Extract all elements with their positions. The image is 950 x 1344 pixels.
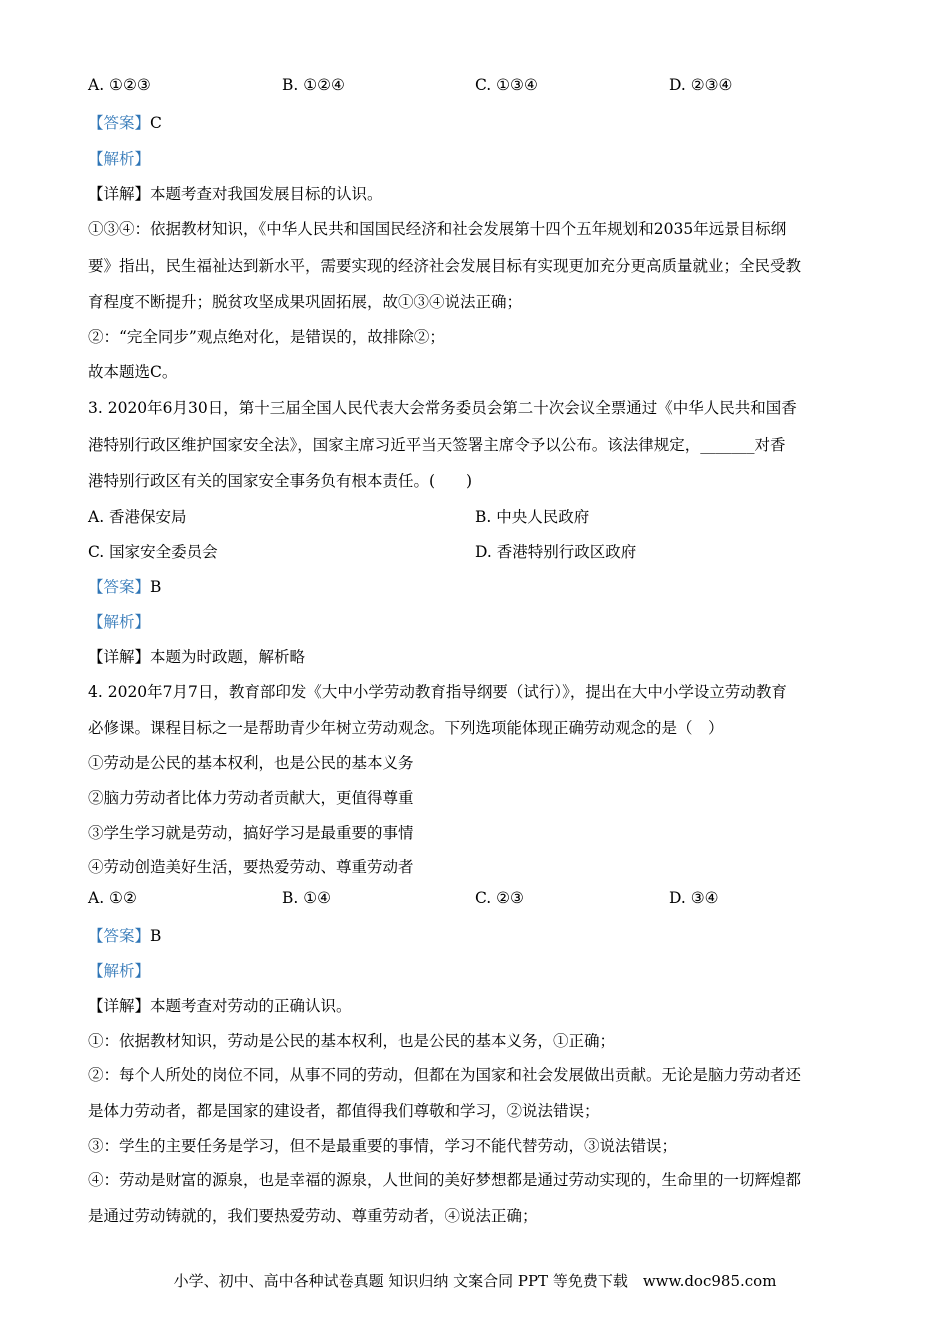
- q3-option-a: A. 香港保安局: [88, 508, 187, 526]
- q2-explanation-line: 要》指出，民生福祉达到新水平，需要实现的经济社会发展目标有实现更加充分更高质量就业；全民受教: [88, 257, 802, 275]
- q4-option-c: C. ②③: [475, 889, 524, 907]
- answer-tag: 【答案】: [88, 927, 151, 945]
- q3-option-c: C. 国家安全委员会: [88, 543, 218, 561]
- detail-text: 本题为时政题，解析略: [150, 648, 306, 666]
- detail-text: 本题考查对劳动的正确认识。: [150, 997, 352, 1015]
- q4-statement: ②脑力劳动者比体力劳动者贡献大，更值得尊重: [88, 789, 414, 807]
- answer-value: B: [150, 927, 162, 945]
- answer-value: B: [150, 578, 162, 596]
- q2-answer: [88, 111, 162, 133]
- answer-tag: 【答案】: [88, 578, 151, 596]
- detail-tag: 【详解】: [88, 997, 151, 1015]
- q2-detail: [88, 182, 383, 204]
- q4-option-a: A. ①②: [88, 889, 137, 907]
- q2-option-d: D. ②③④: [669, 76, 733, 94]
- q3-stem-line: 港特别行政区有关的国家安全事务负有根本责任。( ): [88, 472, 473, 490]
- q2-conclusion: 故本题选C。: [88, 363, 178, 381]
- q4-statement: ④劳动创造美好生活，要热爱劳动、尊重劳动者: [88, 858, 414, 876]
- q2-explanation-line: 育程度不断提升；脱贫攻坚成果巩固拓展，故①③④说法正确；: [88, 293, 523, 311]
- q4-answer: [88, 924, 161, 946]
- q4-option-b: B. ①④: [282, 889, 332, 907]
- q2-explanation-line: ①③④：依据教材知识，《中华人民共和国国民经济和社会发展第十四个五年规划和2035年远景目标纲: [88, 220, 787, 238]
- q4-detail: [88, 994, 352, 1016]
- q3-stem-line: 3. 2020年6月30日，第十三届全国人民代表大会常务委员会第二十次会议全票通过《中华人民共和国香: [88, 399, 797, 417]
- detail-text: 本题考查对我国发展目标的认识。: [150, 185, 383, 203]
- q3-stem-line: 港特别行政区维护国家安全法》，国家主席习近平当天签署主席令予以公布。该法律规定，_______对香: [88, 436, 786, 454]
- answer-tag: 【答案】: [88, 114, 151, 132]
- q4-analysis-tag: 【解析】: [88, 962, 151, 980]
- q4-explanation-line: ④：劳动是财富的源泉，也是幸福的源泉，人世间的美好梦想都是通过劳动实现的，生命里的一切辉煌都: [88, 1171, 802, 1189]
- q3-analysis-tag: 【解析】: [88, 613, 151, 631]
- q4-statement: ①劳动是公民的基本权利，也是公民的基本义务: [88, 754, 414, 772]
- q3-option-d: D. 香港特别行政区政府: [475, 543, 637, 561]
- q2-analysis-tag: 【解析】: [88, 150, 151, 168]
- page-footer: 小学、初中、高中各种试卷真题 知识归纳 文案合同 PPT 等免费下载 www.doc985.com: [173, 1272, 777, 1290]
- detail-tag: 【详解】: [88, 648, 151, 666]
- q3-option-b: B. 中央人民政府: [475, 508, 590, 526]
- q4-explanation-line: 是通过劳动铸就的，我们要热爱劳动、尊重劳动者，④说法正确；: [88, 1207, 538, 1225]
- q4-statement: ③学生学习就是劳动，搞好学习是最重要的事情: [88, 824, 414, 842]
- q4-explanation-line: ②：每个人所处的岗位不同，从事不同的劳动，但都在为国家和社会发展做出贡献。无论是脑力劳动者还: [88, 1066, 802, 1084]
- q2-explanation-line: ②：“完全同步”观点绝对化，是错误的，故排除②；: [88, 328, 445, 346]
- answer-value: C: [150, 114, 162, 132]
- detail-tag: 【详解】: [88, 185, 151, 203]
- q4-explanation-line: ③：学生的主要任务是学习，但不是最重要的事情，学习不能代替劳动，③说法错误；: [88, 1137, 678, 1155]
- q2-option-b: B. ①②④: [282, 76, 345, 94]
- q2-option-c: C. ①③④: [475, 76, 538, 94]
- q4-stem-line: 4. 2020年7月7日，教育部印发《大中小学劳动教育指导纲要（试行）》，提出在大中小学设立劳动教育: [88, 683, 787, 701]
- q3-detail: [88, 645, 305, 667]
- q4-explanation-line: 是体力劳动者，都是国家的建设者，都值得我们尊敬和学习，②说法错误；: [88, 1102, 600, 1120]
- q4-explanation-line: ①：依据教材知识，劳动是公民的基本权利，也是公民的基本义务，①正确；: [88, 1032, 616, 1050]
- q4-stem-line: 必修课。课程目标之一是帮助青少年树立劳动观念。下列选项能体现正确劳动观念的是（ ）: [88, 719, 724, 737]
- q4-option-d: D. ③④: [669, 889, 719, 907]
- q3-answer: [88, 575, 161, 597]
- q2-option-a: A. ①②③: [88, 76, 151, 94]
